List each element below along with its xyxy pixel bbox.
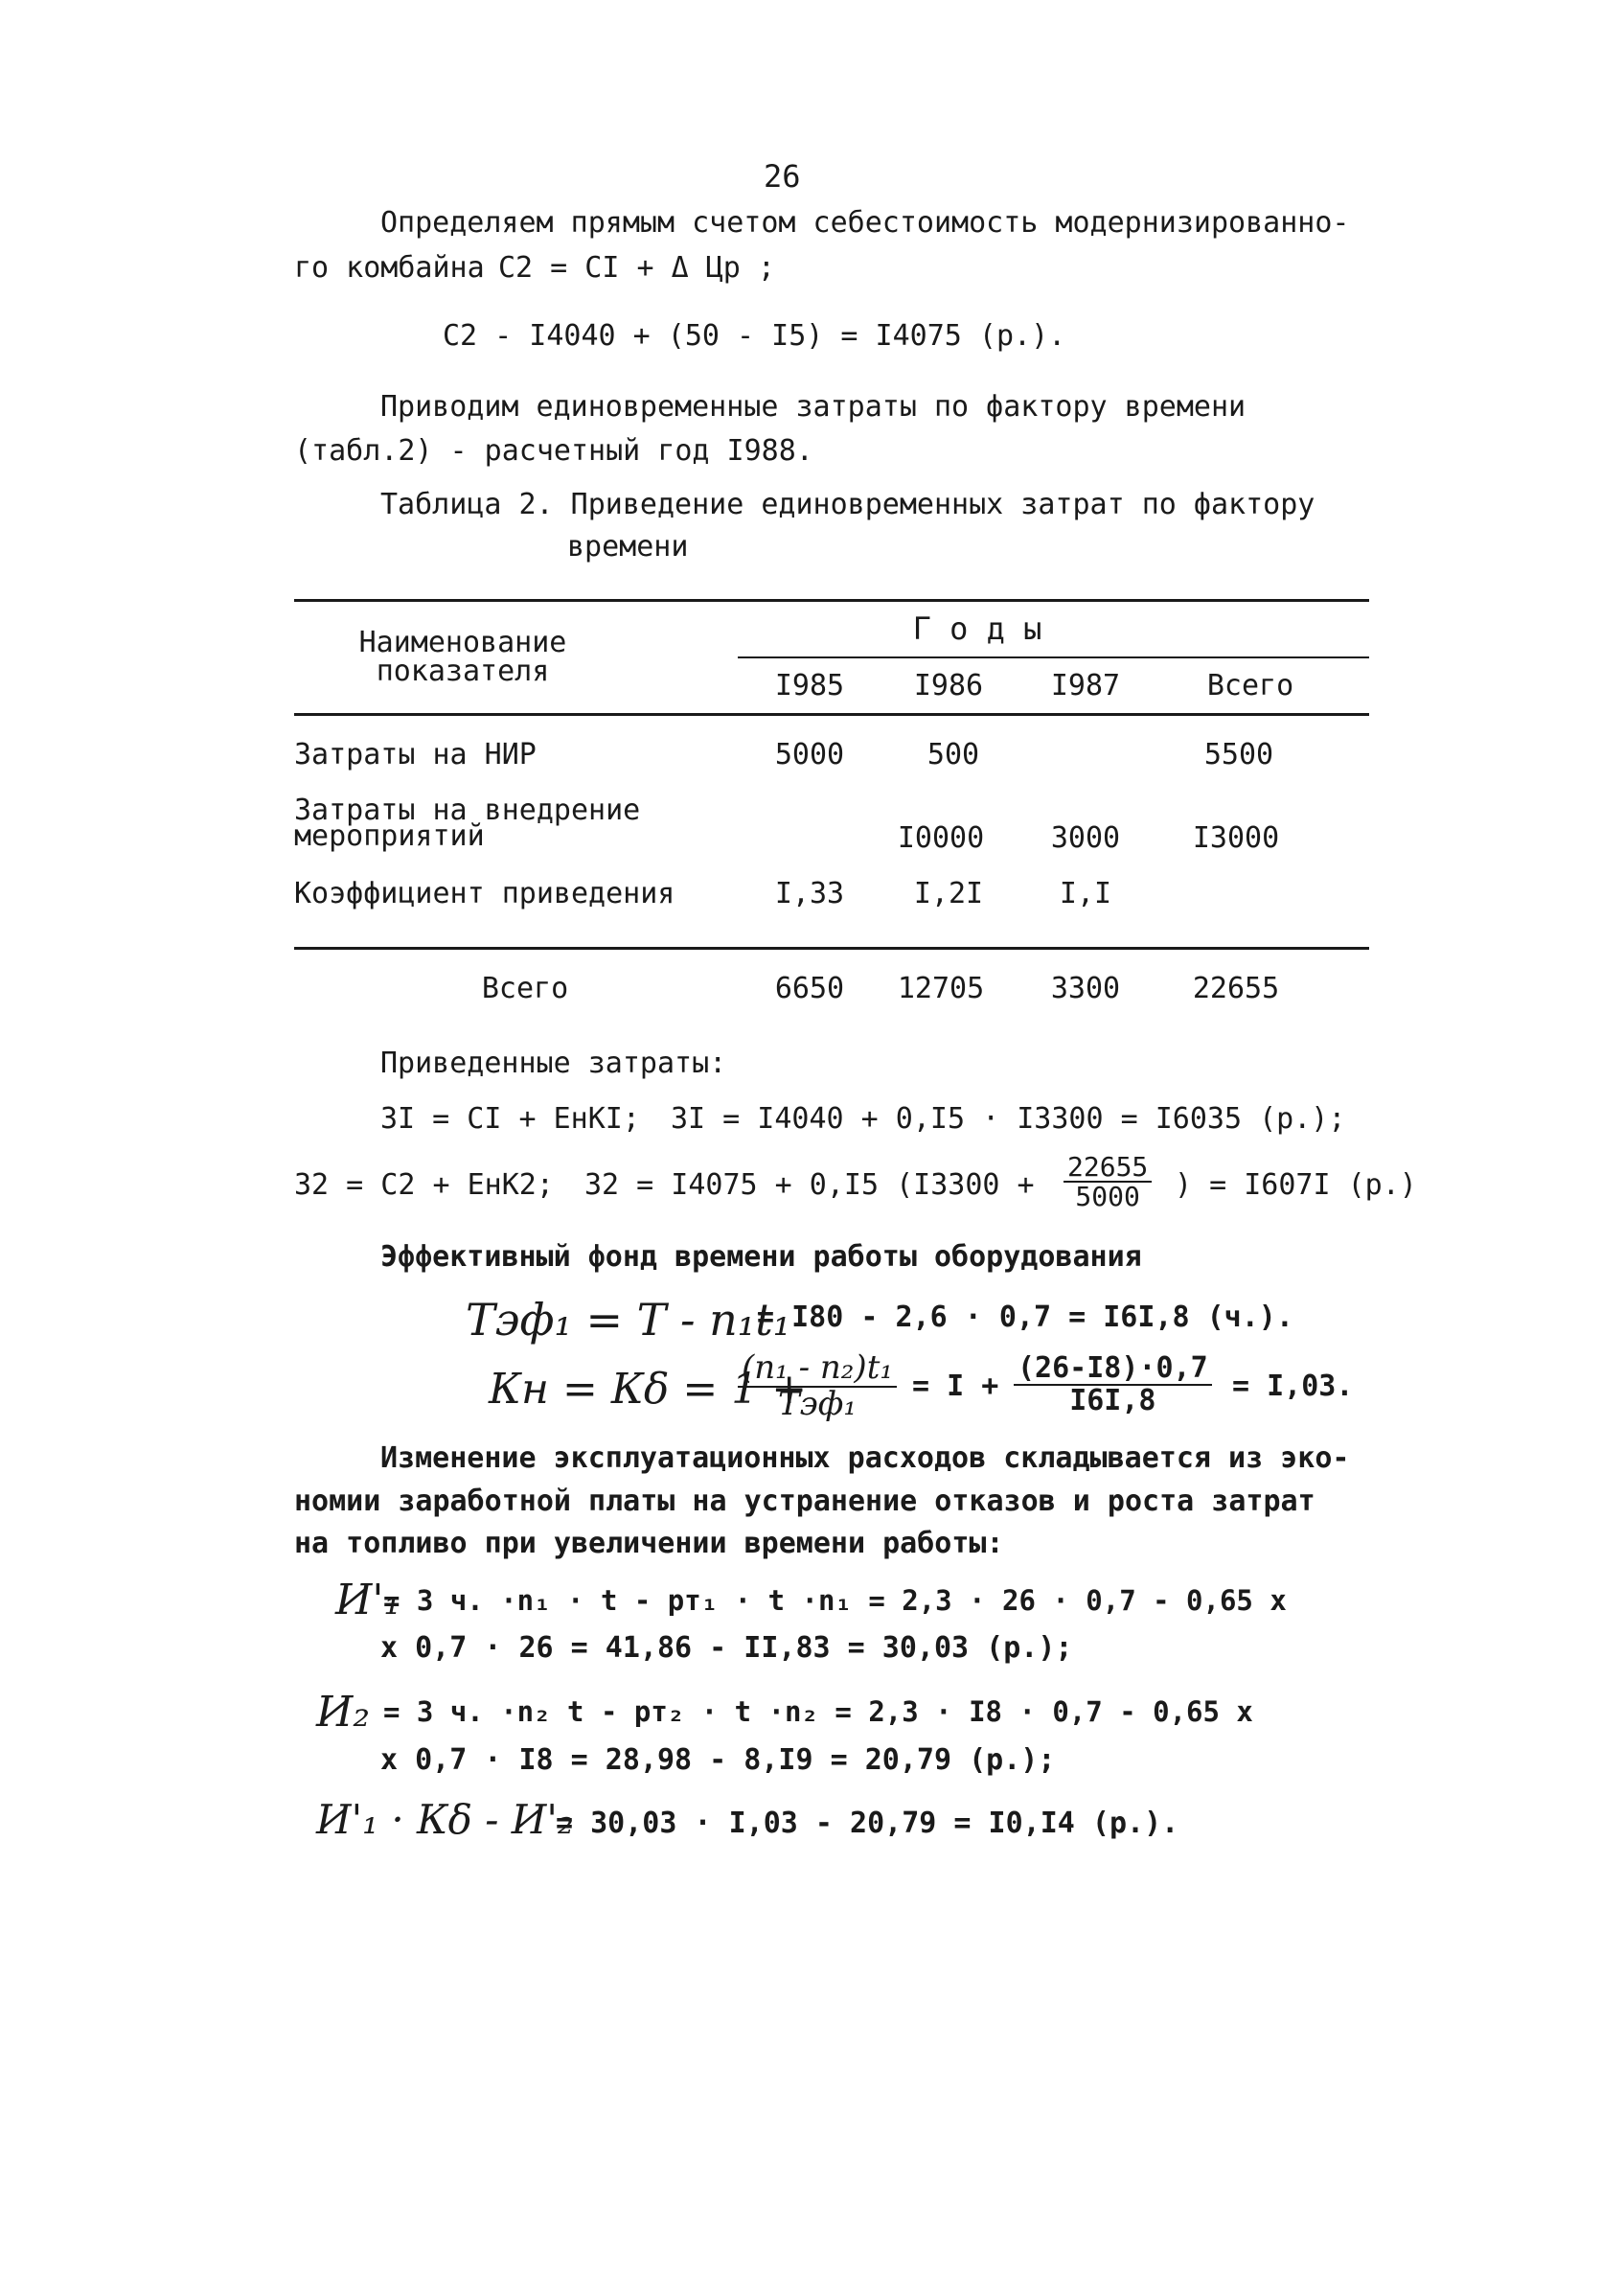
intro-line-1: Определяем прямым счетом себестоимость модернизированно- (380, 206, 1350, 240)
table-col-total: Всего (1206, 669, 1294, 702)
fund-k-mid: = I + (912, 1370, 999, 1403)
reduced-z2-mid: З2 = I4075 + 0,I5 (I3300 + (584, 1168, 1035, 1202)
k-numerator: (26-I8)·0,7 (1014, 1353, 1212, 1386)
table-total-cell: 6650 (774, 972, 845, 1005)
k-fraction (1014, 1353, 1212, 1416)
table-cell: I,2I (913, 877, 984, 910)
table-cell: 3000 (1050, 821, 1121, 855)
intro-line-2-formula: С2 = СI + Δ Цр ; (498, 251, 775, 285)
z2-fraction (1064, 1153, 1152, 1211)
table-row-name: Затраты на НИР (294, 738, 537, 771)
fund-k-handwritten: Кн = Кδ = 1 + (489, 1365, 808, 1414)
table-col-1986: I986 (913, 669, 984, 702)
page-number: 26 (764, 158, 801, 195)
table-cell: 500 (926, 738, 980, 771)
u1-handwritten: И'₁ (335, 1576, 401, 1624)
z2-denominator: 5000 (1075, 1181, 1140, 1213)
table-row-name-cont: мероприятий (294, 819, 485, 853)
table-col-1987: I987 (1050, 669, 1121, 702)
table-cell: I,33 (774, 877, 845, 910)
table-row-name: Коэффициент приведения (294, 877, 675, 910)
u2-handwritten: И₂ (316, 1688, 371, 1737)
para2-line-1: Приводим единовременные затраты по фактору времени (380, 390, 1247, 424)
k-hand-numerator: (n₁ - n₂)t₁ (738, 1351, 897, 1388)
fund-t-handwritten: Тэф₁ = Т - n₁t₁ (466, 1294, 791, 1346)
table-col-1985: I985 (774, 669, 845, 702)
u2-line-a: = 3 ч. ·n₂ t - pт₂ · t ·n₂ = 2,3 · I8 · 0,7 - 0,65 x (383, 1695, 1253, 1728)
table-cell: I0000 (897, 821, 985, 855)
table-header-name-line-1: Наименование (358, 626, 567, 659)
fund-heading: Эффективный фонд времени работы оборудования (380, 1240, 1142, 1274)
table-total-label: Всего (481, 972, 569, 1005)
table-header-years: Г о д ы (912, 610, 1042, 647)
intro-calc: С2 - I4040 + (50 - I5) = I4075 (р.). (443, 319, 1066, 353)
table-cell: I3000 (1192, 821, 1280, 855)
table-total-cell: 3300 (1050, 972, 1121, 1005)
reduced-z1-right: ЗI = I4040 + 0,I5 · I3300 = I6035 (р.); (671, 1102, 1346, 1136)
para2-line-2: (табл.2) - расчетный год I988. (294, 434, 813, 468)
table-caption-line-1: Таблица 2. Приведение единовременных затрат по фактору (380, 488, 1315, 521)
reduced-z1-left: ЗI = СI + ЕнКI; (380, 1102, 640, 1136)
table-top-rule (294, 599, 1369, 602)
reduced-z2-fraction (1064, 1153, 1152, 1211)
table-total-rule (294, 947, 1369, 950)
table-caption-line-2: времени (567, 530, 689, 564)
fund-k-fraction (1014, 1353, 1212, 1416)
z2-numerator: 22655 (1064, 1153, 1152, 1183)
intro-line-2-prefix: го комбайна (294, 251, 485, 285)
table-cell: 5500 (1203, 738, 1274, 771)
table-cell: I,I (1059, 877, 1112, 910)
reduced-z2-left: З2 = С2 + ЕнК2; (294, 1168, 554, 1202)
k-hand-fraction (738, 1348, 897, 1423)
table-total-cell: 12705 (897, 972, 985, 1005)
table-cell: 5000 (774, 738, 845, 771)
reduced-z2-end: ) = I607I (р.) (1175, 1168, 1417, 1202)
operating-line-3: на топливо при увеличении времени работы: (294, 1527, 1004, 1560)
operating-line-2: номии заработной платы на устранение отказов и роста затрат (294, 1485, 1315, 1518)
k-hand-denominator: Тэф₁ (778, 1384, 857, 1423)
table-total-cell: 22655 (1192, 972, 1280, 1005)
table-header-rule (294, 713, 1369, 716)
fund-t-typed: = I80 - 2,6 · 0,7 = I6I,8 (ч.). (757, 1301, 1293, 1334)
table-row-name: Затраты на внедрение (294, 794, 641, 827)
u1-line-b: x 0,7 · 26 = 41,86 - II,83 = 30,03 (р.); (380, 1631, 1073, 1665)
reduced-heading: Приведенные затраты: (380, 1047, 727, 1080)
table-header-name-line-2: показателя (376, 655, 550, 688)
u1-line-a: = 3 ч. ·n₁ · t - pт₁ · t ·n₁ = 2,3 · 26 · 0,7 - 0,65 x (383, 1584, 1287, 1617)
fund-k-hand-fraction (738, 1348, 897, 1423)
table-years-rule (738, 656, 1369, 658)
u2-line-b: x 0,7 · I8 = 28,98 - 8,I9 = 20,79 (р.); (380, 1743, 1056, 1777)
k-denominator: I6I,8 (1069, 1383, 1156, 1417)
u3-handwritten: И'₁ · Кδ - И'₂ (316, 1796, 574, 1843)
u3-line-a: = 30,03 · I,03 - 20,79 = I0,I4 (р.). (556, 1807, 1179, 1840)
fund-k-end: = I,03. (1232, 1370, 1354, 1403)
operating-line-1: Изменение эксплуатационных расходов складывается из эко- (380, 1441, 1350, 1475)
